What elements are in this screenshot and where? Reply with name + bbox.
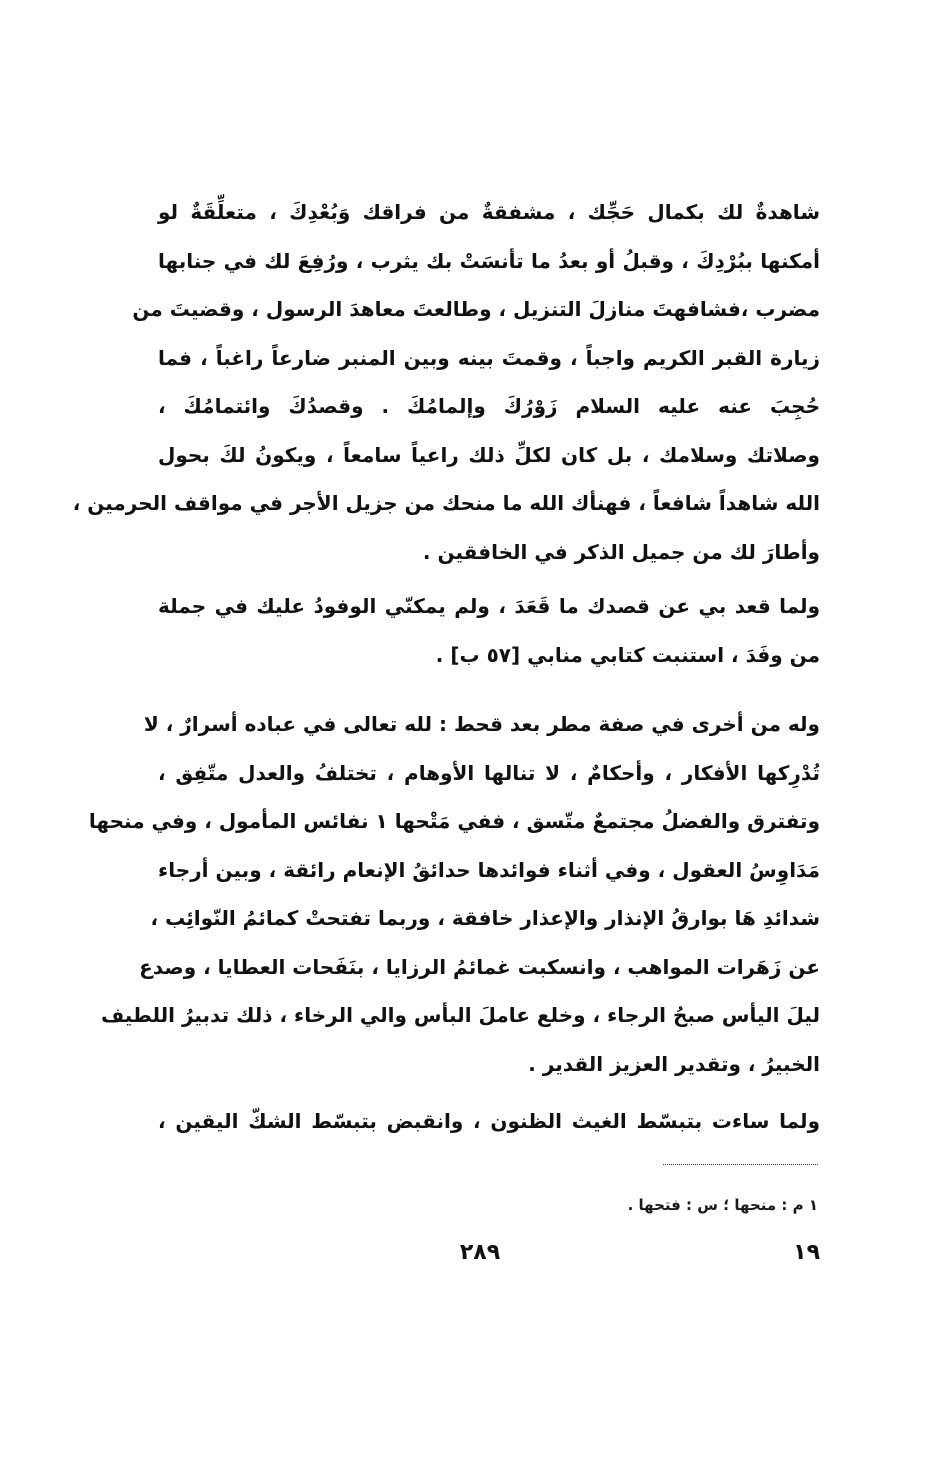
text-line: تُدْرِكها الأفكار ، وأحكامٌ ، لا تنالها الأوهام ، تختلفُ والعدل متّفِق ، [158, 760, 820, 785]
footnote-divider [663, 1164, 818, 1165]
text-line: مَدَاوِسُ العقول ، وفي أثناء فوائدها حدائقُ الإنعام رائقة ، وبين أرجاء [158, 857, 820, 882]
text-line: شدائدِ هَا بوارقُ الإنذار والإعذار خافقة ، وربما تفتحتْ كمائمُ النّوائِب ، [150, 906, 820, 930]
text-line: شاهدةٌ لك بكمال حَجِّك ، مشفقةٌ من فراقك وَبُعْدِكَ ، متعلِّقَةٌ لو [158, 200, 820, 224]
page-number: ٢٨٩ [459, 1240, 501, 1265]
text-line: ليلَ اليأس صبحُ الرجاء ، وخلع عاملَ البأس والي الرخاء ، ذلك تدبيرُ اللطيف [100, 1003, 820, 1027]
text-line: وله من أخرى في صفة مطر بعد قحط : لله تعالى في عباده أسرارٌ ، لا [143, 712, 820, 736]
paragraph-4 [158, 1097, 820, 1146]
text-line: زيارة القبر الكريم واجباً ، وقمتَ بينه وبين المنبر ضارعاً راغباً ، فما [158, 345, 820, 370]
text-line: الخبيرُ ، وتقدير العزيز القدير . [528, 1051, 820, 1076]
text-line: وتفترق والفضلُ مجتمعٌ متّسق ، ففي مَتْحها ١ نفائس المأمول ، وفي منحها [88, 809, 820, 833]
text-line: الله شاهداً شافعاً ، فهنأك الله ما منحك من جزيل الأجر في مواقف الحرمين ، [72, 491, 820, 515]
text-line: من وفَدَ ، استنبت كتابي منابي [٥٧ ب] . [435, 642, 820, 667]
text-line: مضرب ،فشافهتَ منازلَ التنزيل ، وطالعتَ معاهدَ الرسول ، وقضيتَ من [132, 297, 820, 321]
footnote: ١ م : منحها ؛ س : فتحها . [627, 1196, 818, 1214]
paragraph-3 [88, 700, 820, 1088]
paragraph-1 [72, 188, 820, 576]
text-line: ولما قعد بي عن قصدك ما قَعَدَ ، ولم يمكنّي الوفودُ عليك في جملة [158, 594, 820, 618]
paragraph-2 [158, 582, 820, 679]
text-line: وأطارَ لك من جميل الذكر في الخافقين . [422, 539, 820, 564]
text-line: حُجِبَ عنه عليه السلام زَوْرُكَ وإلمامُكَ . وقصدُكَ وائتمامُكَ ، [158, 394, 820, 418]
signature-mark: ١٩ [793, 1240, 820, 1265]
text-line: أمكنها ببُرْدِكَ ، وقبلُ أو بعدُ ما تأنسَتْ بك يثرب ، ورُفِعَ لك في جنابها [158, 248, 820, 273]
text-line: ولما ساءت بتبسّط الغيث الظنون ، وانقبض بتبسّط الشكّ اليقين ، [158, 1109, 820, 1133]
text-line: وصلاتك وسلامك ، بل كان لكلِّ ذلك راعياً سامعاً ، ويكونُ لكَ بحول [158, 442, 820, 467]
text-line: عن زَهَرات المواهب ، وانسكبت غمائمُ الرزايا ، بنَفَحات العطايا ، وصدع [139, 954, 820, 979]
